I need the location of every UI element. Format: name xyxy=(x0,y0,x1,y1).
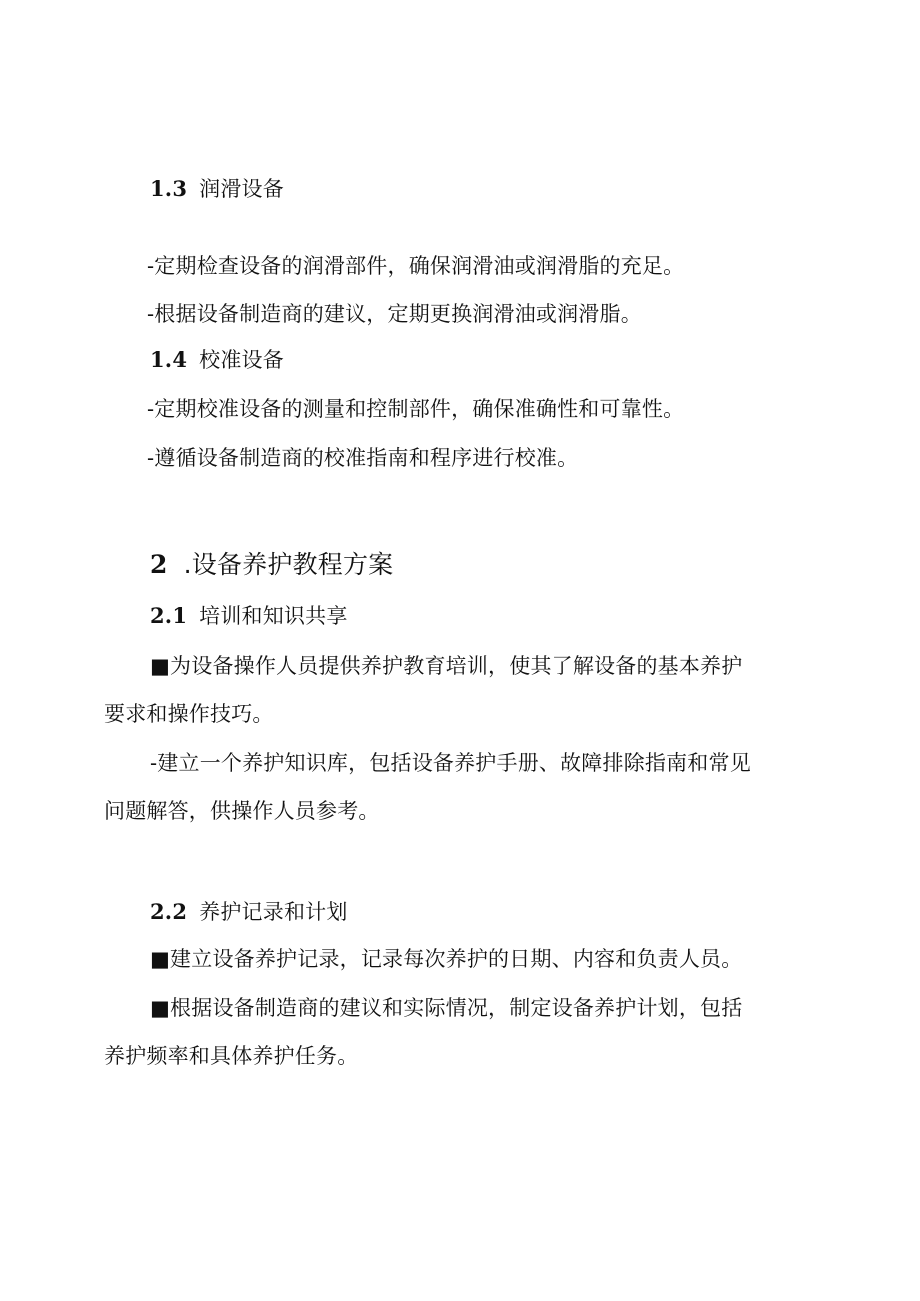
heading-title: .设备养护教程方案 xyxy=(183,550,394,579)
paragraph-line: ■为设备操作人员提供养护教育培训，使其了解设备的基本养护 xyxy=(150,654,743,678)
paragraph-line: ■根据设备制造商的建议和实际情况，制定设备养护计划，包括 xyxy=(150,996,743,1020)
list-item: -遵循设备制造商的校准指南和程序进行校准。 xyxy=(147,446,579,470)
heading-number: 1.4 xyxy=(150,347,188,372)
paragraph-line: ■建立设备养护记录，记录每次养护的日期、内容和负责人员。 xyxy=(150,947,743,971)
list-item: -定期检查设备的润滑部件，确保润滑油或润滑脂的充足。 xyxy=(147,254,685,278)
heading-2 xyxy=(150,549,393,581)
heading-number: 2.2 xyxy=(150,899,188,924)
heading-number: 2.1 xyxy=(150,603,188,628)
list-item: -根据设备制造商的建议，定期更换润滑油或润滑脂。 xyxy=(147,302,642,326)
paragraph-line: 养护频率和具体养护任务。 xyxy=(104,1044,359,1068)
list-item: -定期校准设备的测量和控制部件，确保准确性和可靠性。 xyxy=(147,397,685,421)
heading-title: 润滑设备 xyxy=(199,177,284,201)
heading-number: 1.3 xyxy=(150,176,188,201)
heading-2-2 xyxy=(150,898,348,926)
heading-1-4 xyxy=(150,346,284,374)
heading-title: 校准设备 xyxy=(199,348,284,372)
heading-2-1 xyxy=(150,602,348,630)
heading-title: 培训和知识共享 xyxy=(199,604,348,628)
paragraph-line: -建立一个养护知识库，包括设备养护手册、故障排除指南和常见 xyxy=(150,751,751,775)
heading-title: 养护记录和计划 xyxy=(199,900,348,924)
heading-number: 2 xyxy=(150,550,168,579)
heading-1-3 xyxy=(150,175,284,203)
paragraph-line: 要求和操作技巧。 xyxy=(104,702,274,726)
paragraph-line: 问题解答，供操作人员参考。 xyxy=(104,799,380,823)
